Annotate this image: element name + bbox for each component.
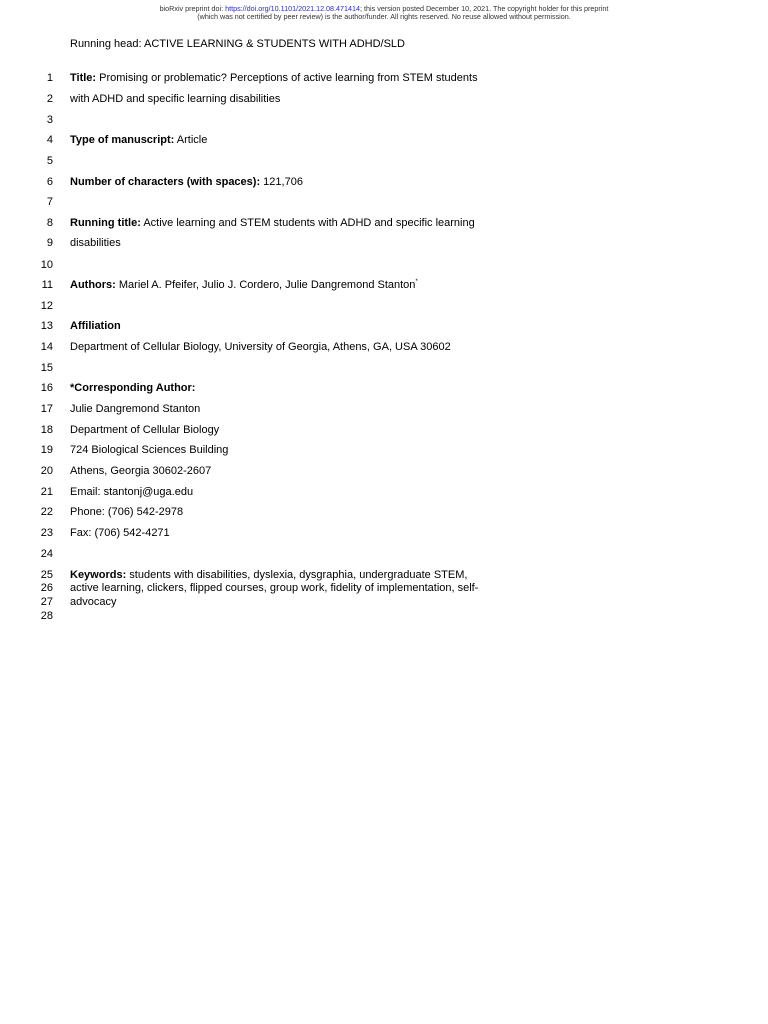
char-count xyxy=(70,176,303,188)
authors-value: Mariel A. Pfeifer, Julio J. Cordero, Julie Dangremond Stanton xyxy=(115,279,416,291)
line-number: 16 xyxy=(40,382,53,394)
line-number: 1 xyxy=(46,72,53,84)
affiliation-label: Affiliation xyxy=(70,320,121,332)
line-number: 21 xyxy=(40,486,53,498)
corresponding-email: Email: stantonj@uga.edu xyxy=(70,486,194,498)
corresponding-name: Julie Dangremond Stanton xyxy=(70,403,201,415)
preprint-notice xyxy=(0,5,768,21)
line-number: 9 xyxy=(46,237,53,249)
line-number: 20 xyxy=(40,465,53,477)
running-title-label: Running title: xyxy=(70,217,141,229)
line-number: 18 xyxy=(40,424,53,436)
line-number: 3 xyxy=(46,114,53,126)
char-count-label: Number of characters (with spaces): xyxy=(70,176,261,188)
manuscript-type xyxy=(70,134,207,146)
line-number: 23 xyxy=(40,527,53,539)
title-text: Promising or problematic? Perceptions of active learning from STEM students xyxy=(96,72,478,84)
notice-prefix: bioRxiv preprint doi: xyxy=(159,4,226,13)
manuscript-type-value: Article xyxy=(174,134,208,146)
line-number: 25 xyxy=(40,569,53,581)
line-number: 8 xyxy=(46,217,53,229)
line-number: 7 xyxy=(46,196,53,208)
corresponding-city: Athens, Georgia 30602-2607 xyxy=(70,465,212,477)
corresponding-phone: Phone: (706) 542-2978 xyxy=(70,506,184,518)
keywords-line-2: active learning, clickers, flipped courses, group work, fidelity of implementation, self- xyxy=(70,582,479,594)
running-title-line-2: disabilities xyxy=(70,237,121,249)
keywords-line-3: advocacy xyxy=(70,596,117,608)
corresponding-building: 724 Biological Sciences Building xyxy=(70,444,229,456)
line-number: 26 xyxy=(40,582,53,594)
affiliation-heading xyxy=(70,320,121,332)
line-number: 28 xyxy=(40,610,53,622)
affiliation-value: Department of Cellular Biology, University of Georgia, Athens, GA, USA 30602 xyxy=(70,341,451,353)
line-number: 27 xyxy=(40,596,53,608)
running-head: Running head: ACTIVE LEARNING & STUDENTS WITH ADHD/SLD xyxy=(70,38,405,50)
keywords-line-1 xyxy=(70,569,467,581)
line-number: 19 xyxy=(40,444,53,456)
line-number: 13 xyxy=(40,320,53,332)
title-line-2: with ADHD and specific learning disabilities xyxy=(70,93,281,105)
keywords-text: students with disabilities, dyslexia, dysgraphia, undergraduate STEM, xyxy=(126,569,468,581)
line-number: 24 xyxy=(40,548,53,560)
line-number: 11 xyxy=(41,279,53,291)
line-number: 5 xyxy=(46,155,53,167)
line-number: 10 xyxy=(40,259,53,271)
line-number: 6 xyxy=(46,176,53,188)
corresponding-fax: Fax: (706) 542-4271 xyxy=(70,527,170,539)
line-number: 12 xyxy=(40,300,53,312)
authors xyxy=(70,279,418,291)
running-title-text: Active learning and STEM students with ADHD and specific learning xyxy=(140,217,475,229)
line-number: 15 xyxy=(40,362,53,374)
char-count-value: 121,706 xyxy=(260,176,303,188)
corresponding-label: *Corresponding Author: xyxy=(70,382,196,394)
corresponding-dept: Department of Cellular Biology xyxy=(70,424,220,436)
line-number: 14 xyxy=(40,341,53,353)
doi-link[interactable]: https://doi.org/10.1101/2021.12.08.471414 xyxy=(225,4,361,13)
manuscript-type-label: Type of manuscript: xyxy=(70,134,175,146)
line-number: 2 xyxy=(46,93,53,105)
running-title-line-1 xyxy=(70,217,475,229)
line-number: 4 xyxy=(46,134,53,146)
line-number: 17 xyxy=(40,403,53,415)
authors-label: Authors: xyxy=(70,279,116,291)
title-label: Title: xyxy=(70,72,97,84)
notice-line-2: (which was not certified by peer review) is the author/funder. All rights reserved. No reuse allowed without permission. xyxy=(197,12,571,21)
notice-suffix: ; this version posted December 10, 2021. The copyright holder for this preprint xyxy=(360,4,609,13)
title-line-1 xyxy=(70,72,478,84)
keywords-label: Keywords: xyxy=(70,569,127,581)
line-number: 22 xyxy=(40,506,53,518)
corresponding-mark: * xyxy=(415,279,418,285)
corresponding-heading xyxy=(70,382,195,394)
